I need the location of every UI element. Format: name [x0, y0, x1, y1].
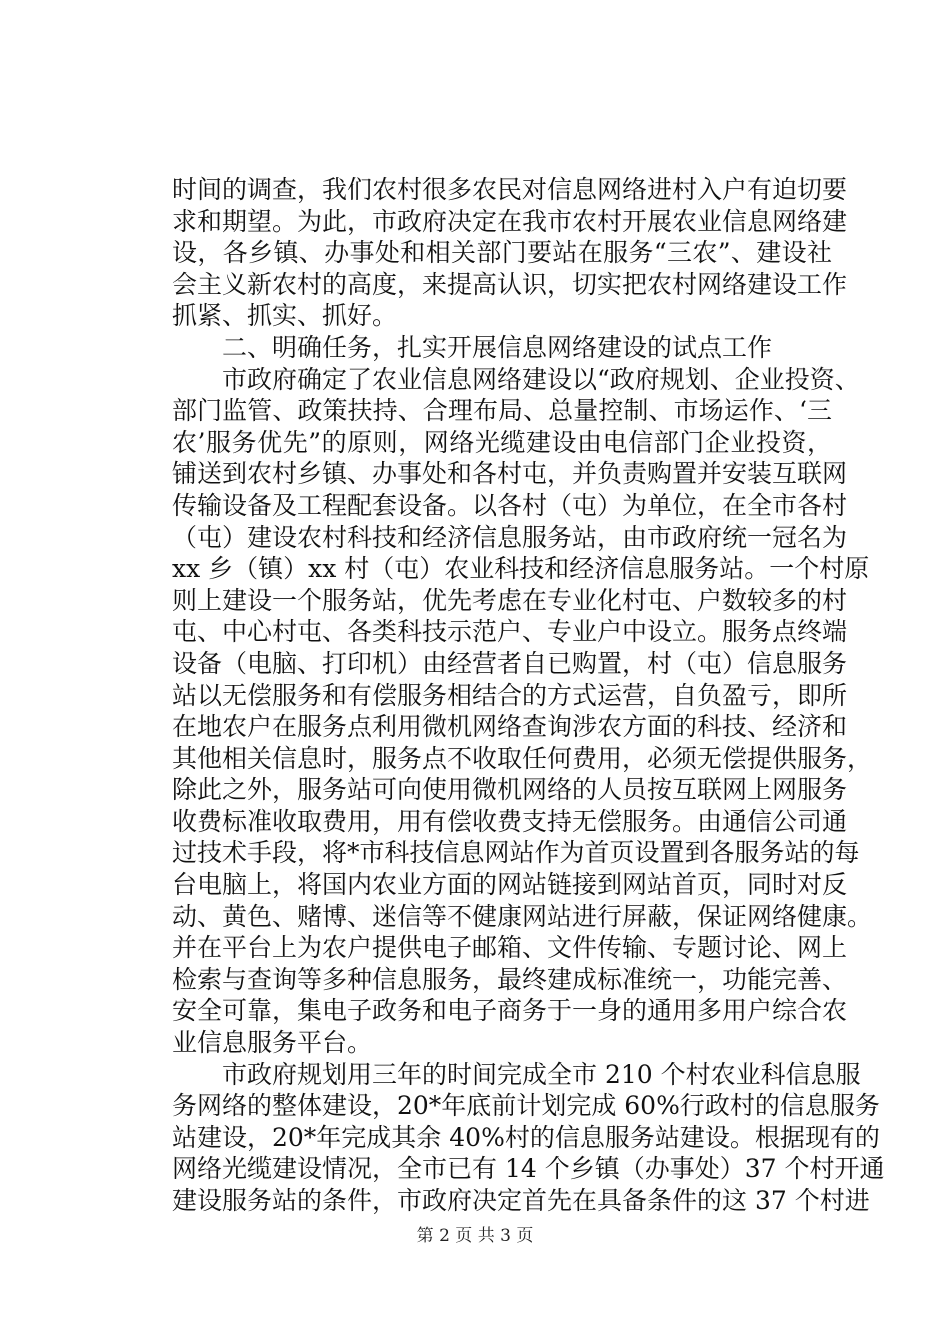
- text-line: 业信息服务平台。: [172, 1028, 373, 1058]
- text-line: 在地农户在服务点利用微机网络查询涉农方面的科技、经济和: [172, 712, 848, 742]
- text-line: 建设服务站的条件，市政府决定首先在具备条件的这 37 个村进: [172, 1186, 870, 1215]
- text-line: 收费标准收取费用，用有偿收费支持无偿服务。由通信公司通: [172, 806, 848, 836]
- text-line: （屯）建设农村科技和经济信息服务站，由市政府统一冠名为: [172, 522, 848, 552]
- text-line: 动、黄色、赌博、迷信等不健康网站进行屏蔽，保证网络健康。: [172, 901, 873, 931]
- text-line: 部门监管、政策扶持、合理布局、总量控制、市场运作、‘三: [172, 396, 832, 426]
- text-line: 站建设，20*年完成其余 40%村的信息服务站建设。根据现有的: [172, 1122, 880, 1152]
- document-body: [172, 174, 885, 1217]
- text-line: xx 乡（镇）xx 村（屯）农业科技和经济信息服务站。一个村原: [172, 554, 870, 584]
- text-line: 设备（电脑、打印机）由经营者自已购置，村（屯）信息服务: [172, 648, 848, 678]
- text-line: 并在平台上为农户提供电子邮箱、文件传输、专题讨论、网上: [172, 933, 848, 963]
- text-line: 务网络的整体建设，20*年底前计划完成 60%行政村的信息服务: [172, 1091, 880, 1121]
- text-line: 过技术手段，将*市科技信息网站作为首页设置到各服务站的每: [172, 838, 860, 868]
- text-line: 其他相关信息时，服务点不收取任何费用，必须无偿提供服务，: [172, 743, 873, 773]
- text-line: 时间的调查，我们农村很多农民对信息网络进村入户有迫切要: [172, 175, 848, 204]
- text-line: 农’服务优先”的原则，网络光缆建设由电信部门企业投资，: [172, 427, 832, 457]
- paragraph: [172, 174, 848, 332]
- section-heading: [172, 332, 832, 364]
- text-line: 铺送到农村乡镇、办事处和各村屯，并负责购置并安装互联网: [172, 459, 848, 489]
- text-line: 会主义新农村的高度，来提高认识，切实把农村网络建设工作: [172, 269, 848, 299]
- text-line: 市政府规划用三年的时间完成全市 210 个村农业科信息服: [222, 1059, 861, 1089]
- text-line: 求和期望。为此，市政府决定在我市农村开展农业信息网络建: [172, 206, 848, 236]
- text-line: 抓紧、抓实、抓好。: [172, 301, 398, 331]
- paragraph: [172, 1059, 885, 1217]
- paragraph: [172, 364, 873, 1059]
- text-line: 则上建设一个服务站，优先考虑在专业化村屯、户数较多的村: [172, 585, 848, 615]
- text-line: 市政府确定了农业信息网络建设以“政府规划、企业投资、: [222, 364, 860, 394]
- text-line: 安全可靠，集电子政务和电子商务于一身的通用多用户综合农: [172, 996, 848, 1026]
- page-footer: [0, 1226, 950, 1246]
- text-line: 传输设备及工程配套设备。以各村（屯）为单位，在全市各村: [172, 490, 848, 520]
- text-line: 设，各乡镇、办事处和相关部门要站在服务“三农”、建设社: [172, 238, 832, 268]
- text-line: 屯、中心村屯、各类科技示范户、专业户中设立。服务点终端: [172, 617, 848, 647]
- text-line: 站以无偿服务和有偿服务相结合的方式运营，自负盈亏，即所: [172, 680, 848, 710]
- text-line: 除此之外，服务站可向使用微机网络的人员按互联网上网服务: [172, 775, 848, 805]
- page-number: 第 2 页 共 3 页: [416, 1226, 534, 1246]
- text-line: 检索与查询等多种信息服务，最终建成标准统一，功能完善、: [172, 964, 848, 994]
- text-line: 网络光缆建设情况，全市已有 14 个乡镇（办事处）37 个村开通: [172, 1154, 885, 1184]
- text-line: 二、明确任务，扎实开展信息网络建设的试点工作: [222, 332, 773, 362]
- text-line: 台电脑上，将国内农业方面的网站链接到网站首页，同时对反: [172, 870, 848, 900]
